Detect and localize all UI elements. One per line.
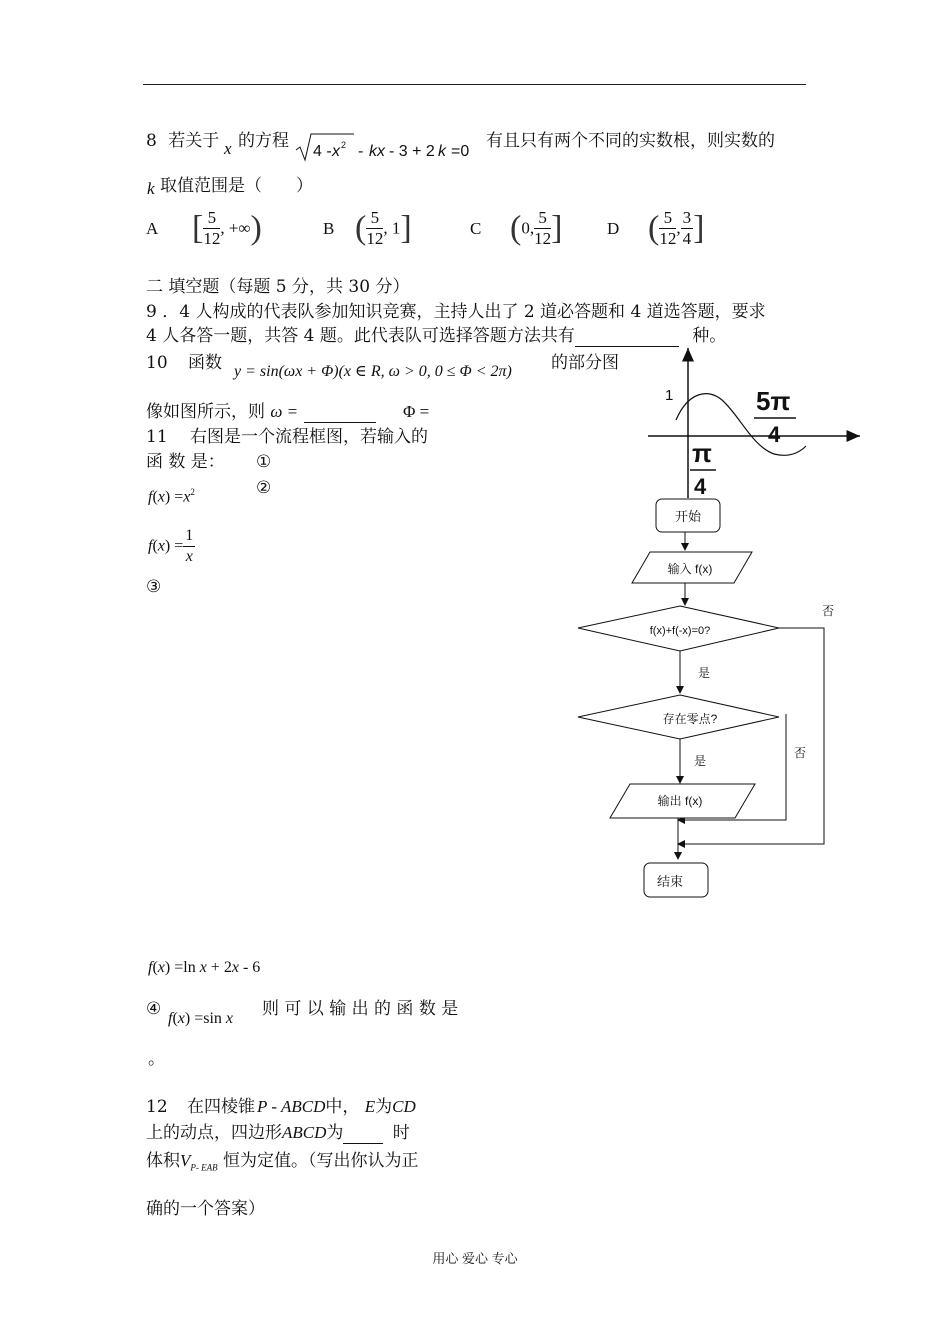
q10-number: 10 xyxy=(146,353,168,373)
q10-omega-blank[interactable] xyxy=(304,404,376,423)
section-2-heading: 二 填空题（每题 5 分，共 30 分） xyxy=(146,277,410,297)
svg-text:=0: =0 xyxy=(451,143,470,160)
q10-line-2: 像如图所示，则 xyxy=(146,402,265,422)
flow-decision-2-label: 存在零点? xyxy=(662,712,718,726)
flow-no-1: 否 xyxy=(822,604,835,618)
q8-number: 8 xyxy=(146,131,157,151)
q11-circle-1: ① xyxy=(256,452,272,472)
q12-answer-blank[interactable] xyxy=(343,1125,383,1144)
q11-f3: f(x) =ln x + 2x - 6 xyxy=(148,959,261,976)
svg-text:k: k xyxy=(438,143,446,160)
svg-text:-: - xyxy=(358,143,364,160)
svg-text:2: 2 xyxy=(341,140,347,150)
q11-f4: f(x) =sin x xyxy=(168,1010,234,1027)
q11-circle-3: ③ xyxy=(146,577,162,597)
q9-line-1: 9 ．4 人构成的代表队参加知识竞赛，主持人出了 2 道必答题和 4 道选答题，要求 xyxy=(146,302,766,322)
q10-function: y = sin(ωx + Φ)(x ∈ R, ω > 0, 0 ≤ Φ < 2π) xyxy=(234,363,512,380)
q11-line-1: 11 右图是一个流程框图，若输入的 xyxy=(146,427,429,447)
q12-line-2b: 为 xyxy=(326,1123,344,1143)
graph-y-label: 1 xyxy=(665,387,674,404)
q11-tail: 则 可 以 输 出 的 函 数 是 xyxy=(262,999,459,1019)
q8-option-b: ( $\frac{5}{12}$ , 1] xyxy=(355,208,412,248)
svg-text:4 -: 4 - xyxy=(313,143,332,160)
flow-input-label: 输入 f(x) xyxy=(667,562,713,576)
q11-line-2: 函 数 是： xyxy=(146,452,225,472)
q10-text-after: 的部分图 xyxy=(551,353,619,373)
graph-x-label-5pi-num: 5π xyxy=(756,386,791,416)
flow-no-2: 否 xyxy=(794,746,807,760)
q8-text-1: 若关于 xyxy=(168,131,220,151)
q8-option-c: (0, $\frac{5}{12}$ ] xyxy=(510,208,563,248)
q12-edge-cd: CD xyxy=(392,1097,416,1116)
q10-label: 函数 xyxy=(188,353,222,373)
q12-text-1: 在四棱锥 xyxy=(187,1097,256,1117)
q12-volume: V xyxy=(180,1151,191,1170)
q12-line-2c: 时 xyxy=(392,1123,410,1143)
q11-circle-4: ④ xyxy=(146,999,162,1019)
q9-suffix: 种。 xyxy=(692,326,727,346)
q12-number: 12 xyxy=(146,1097,168,1117)
graph-x-label-pi-den: 4 xyxy=(694,474,707,499)
q11-end-mark: 。 xyxy=(148,1049,165,1069)
q8-text-2: 的方程 xyxy=(238,131,289,151)
flow-yes-1: 是 xyxy=(698,666,711,680)
graph-x-label-pi-num: π xyxy=(692,438,712,468)
q8-option-c-letter: C xyxy=(470,219,482,238)
q12-line-4: 确的一个答案） xyxy=(146,1199,265,1219)
q10-omega: ω = xyxy=(270,402,299,421)
q8-var-k: k xyxy=(147,179,155,198)
svg-text:x: x xyxy=(332,143,340,160)
q8-option-a-letter: A xyxy=(146,219,159,238)
q12-quad: ABCD xyxy=(282,1123,327,1142)
q10-phi: Φ = xyxy=(402,402,430,421)
q11-f2: f(x) = $\frac{1}{x}$ xyxy=(148,527,194,565)
q12-text-2: 中， xyxy=(325,1097,360,1117)
flow-start-label: 开始 xyxy=(674,509,702,524)
q11-f2-numerator: 1 xyxy=(183,526,195,547)
q12-text-3: 为 xyxy=(375,1097,393,1117)
q12-line-2a: 上的动点，四边形 xyxy=(146,1123,282,1143)
q12-volume-subscript: P- EAB xyxy=(190,1162,218,1173)
q8-var-x: x xyxy=(224,139,232,158)
flow-decision-1-label: f(x)+f(-x)=0? xyxy=(649,625,711,637)
graph-x-label-5pi-den: 4 xyxy=(768,422,781,447)
q8-text-4: 取值范围是（ ） xyxy=(160,176,313,196)
q8-equation xyxy=(294,130,484,164)
q9-line-2: 4 人各答一题，共答 4 题。此代表队可选择答题方法共有 xyxy=(146,326,575,346)
q11-circle-2: ② xyxy=(256,478,272,498)
q8-text-3: 有且只有两个不同的实数根，则实数的 xyxy=(486,131,775,151)
svg-text:- 3 + 2: - 3 + 2 xyxy=(389,143,435,160)
q11-f1: $f(x) =x^2$ xyxy=(148,487,195,506)
q8-option-b-letter: B xyxy=(323,219,335,238)
q12-point-e: E xyxy=(364,1097,376,1116)
flowchart xyxy=(570,495,845,905)
sine-graph xyxy=(640,340,870,500)
flow-end-label: 结束 xyxy=(656,874,684,889)
svg-text:kx: kx xyxy=(369,143,385,160)
q12-pyramid: P - ABCD xyxy=(257,1097,326,1116)
q8-option-d: ( $\frac{5}{12}$ , $\frac{3}{4}$ ] xyxy=(648,208,705,248)
header-rule xyxy=(143,84,806,85)
page-footer: 用心 爱心 专心 xyxy=(432,1251,518,1266)
q8-option-d-letter: D xyxy=(607,219,620,238)
q12-line-3a: 体积 xyxy=(146,1151,180,1171)
q11-f2-denominator: x xyxy=(185,548,193,565)
flow-output-label: 输出 f(x) xyxy=(657,794,703,808)
q8-option-a: [ $\frac{5}{12}$ , +∞) xyxy=(192,208,262,248)
flow-yes-2: 是 xyxy=(694,754,707,768)
q12-line-3b: 恒为定值。（写出你认为正 xyxy=(223,1151,419,1171)
